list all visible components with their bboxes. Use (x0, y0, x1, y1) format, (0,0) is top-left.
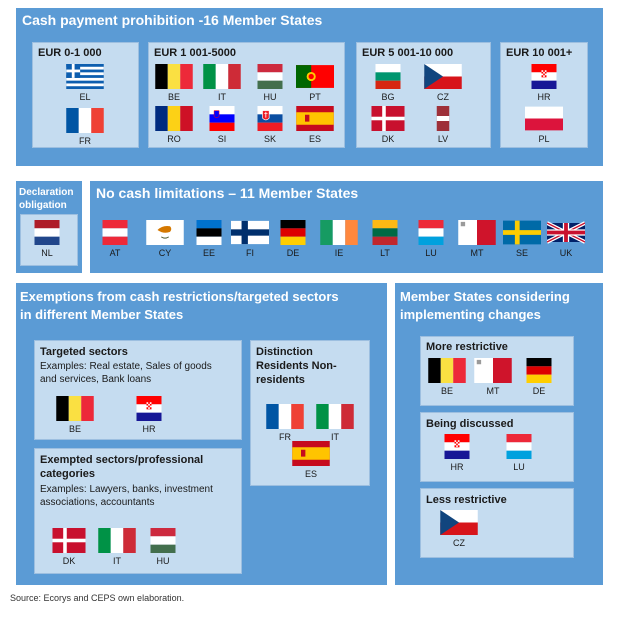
flag-pl-icon (525, 106, 563, 131)
country-code-label: LV (437, 134, 449, 144)
country-code-label: LU (513, 462, 525, 472)
country-code-label: HR (450, 462, 464, 472)
country-code-label: BG (381, 92, 395, 102)
flag-cz-icon (440, 510, 478, 535)
flag-fi-icon (231, 220, 269, 245)
flag-pt-icon (296, 64, 334, 89)
flag-fr-icon (266, 404, 304, 429)
flag-it-icon (98, 528, 136, 553)
country-code-label: FR (279, 432, 291, 442)
flag-hr-icon (525, 64, 563, 89)
country-code-label: IT (331, 432, 339, 442)
flag-hr-icon (130, 396, 168, 421)
flag-bg-icon (369, 64, 407, 89)
flag-lv-icon (424, 106, 462, 131)
more-restrictive-title: More restrictive (426, 341, 508, 353)
country-code-label: RO (167, 134, 181, 144)
flag-sk-icon (251, 106, 289, 131)
country-code-label: HR (142, 424, 156, 434)
flag-ee-icon (190, 220, 228, 245)
flag-lu-icon (500, 434, 538, 459)
flag-hu-icon (144, 528, 182, 553)
country-code-label: BE (167, 92, 180, 102)
country-code-label: CZ (453, 538, 465, 548)
flag-ro-icon (155, 106, 193, 131)
flag-be-icon (155, 64, 193, 89)
country-code-label: IE (334, 248, 344, 258)
country-code-label: BE (68, 424, 81, 434)
country-code-label: LT (380, 248, 390, 258)
country-code-label: BE (440, 386, 453, 396)
flag-be-icon (56, 396, 94, 421)
country-code-label: HR (537, 92, 551, 102)
exempted-sectors-examples-line1: Examples: Lawyers, banks, investment (40, 484, 213, 495)
flag-it-icon (203, 64, 241, 89)
exempted-sectors-title-line1: Exempted sectors/professional (40, 454, 204, 466)
flag-at-icon (96, 220, 134, 245)
country-code-label: PT (309, 92, 321, 102)
country-code-label: CY (158, 248, 172, 258)
country-code-label: PL (538, 134, 550, 144)
cash-prohibition-title: Cash payment prohibition -16 Member States (22, 12, 323, 28)
country-code-label: IT (218, 92, 226, 102)
country-code-label: EE (202, 248, 215, 258)
flag-lt-icon (366, 220, 404, 245)
flag-se-icon (503, 220, 541, 245)
targeted-sectors-title: Targeted sectors (40, 346, 128, 358)
no-cash-limitations-title: No cash limitations – 11 Member States (96, 185, 359, 201)
country-code-label: DK (62, 556, 76, 566)
country-code-label: DE (532, 386, 546, 396)
flag-lu-icon (412, 220, 450, 245)
flag-mt-icon (458, 220, 496, 245)
country-code-label: IT (113, 556, 121, 566)
group-label-eur-10001-plus: EUR 10 001+ (506, 47, 573, 59)
being-discussed-title: Being discussed (426, 418, 514, 430)
exemptions-title-line2: in different Member States (20, 307, 184, 322)
distinction-title-line2: Residents Non- (256, 360, 337, 372)
group-label-eur-1001-5000: EUR 1 001-5000 (154, 47, 236, 59)
country-code-label: FI (246, 248, 254, 258)
considering-title-line2: implementing changes (400, 307, 541, 322)
country-code-label: CZ (437, 92, 449, 102)
flag-dk-icon (50, 528, 88, 553)
targeted-sectors-examples-line1: Examples: Real estate, Sales of goods (40, 361, 212, 372)
flag-hr-icon (438, 434, 476, 459)
flag-ie-icon (320, 220, 358, 245)
country-code-label: SK (263, 134, 276, 144)
flag-es-icon (292, 441, 330, 466)
flag-fr-icon (66, 108, 104, 133)
exempted-sectors-examples-line2: associations, accountants (40, 497, 155, 508)
flag-dk-icon (369, 106, 407, 131)
country-code-label: FR (79, 136, 91, 146)
group-label-eur-5001-10000: EUR 5 001-10 000 (362, 47, 454, 59)
flag-be-icon (428, 358, 466, 383)
flag-nl-icon (28, 220, 66, 245)
targeted-sectors-examples-line2: and services, Bank loans (40, 374, 152, 385)
country-code-label: NL (41, 248, 53, 258)
country-code-label: DE (286, 248, 300, 258)
country-code-label: HU (263, 92, 277, 102)
flag-uk-icon (547, 220, 585, 245)
flag-hu-icon (251, 64, 289, 89)
flag-si-icon (203, 106, 241, 131)
country-code-label: SI (217, 134, 227, 144)
country-code-label: UK (559, 248, 573, 258)
country-code-label: MT (470, 248, 484, 258)
distinction-title-line3: residents (256, 374, 305, 386)
flag-it-icon (316, 404, 354, 429)
exemptions-title-line1: Exemptions from cash restrictions/targeted sectors (20, 289, 339, 304)
declaration-title: Declaration obligation (19, 187, 74, 211)
country-code-label: ES (308, 134, 321, 144)
flag-de-icon (274, 220, 312, 245)
country-code-label: EL (79, 92, 91, 102)
flag-el-icon (66, 64, 104, 89)
country-code-label: DK (381, 134, 395, 144)
country-code-label: LU (425, 248, 437, 258)
distinction-title-line1: Distinction (256, 346, 313, 358)
flag-cz-icon (424, 64, 462, 89)
flag-mt-icon (474, 358, 512, 383)
considering-title-line1: Member States considering (400, 289, 570, 304)
country-code-label: AT (109, 248, 121, 258)
exempted-sectors-title-line2: categories (40, 468, 96, 480)
less-restrictive-title: Less restrictive (426, 494, 507, 506)
source-note: Source: Ecorys and CEPS own elaboration. (10, 593, 185, 603)
flag-de-icon (520, 358, 558, 383)
group-label-eur-0-1000: EUR 0-1 000 (38, 47, 102, 59)
country-code-label: ES (304, 469, 317, 479)
flag-es-icon (296, 106, 334, 131)
flag-cy-icon (146, 220, 184, 245)
country-code-label: MT (486, 386, 500, 396)
country-code-label: SE (515, 248, 528, 258)
country-code-label: HU (156, 556, 170, 566)
